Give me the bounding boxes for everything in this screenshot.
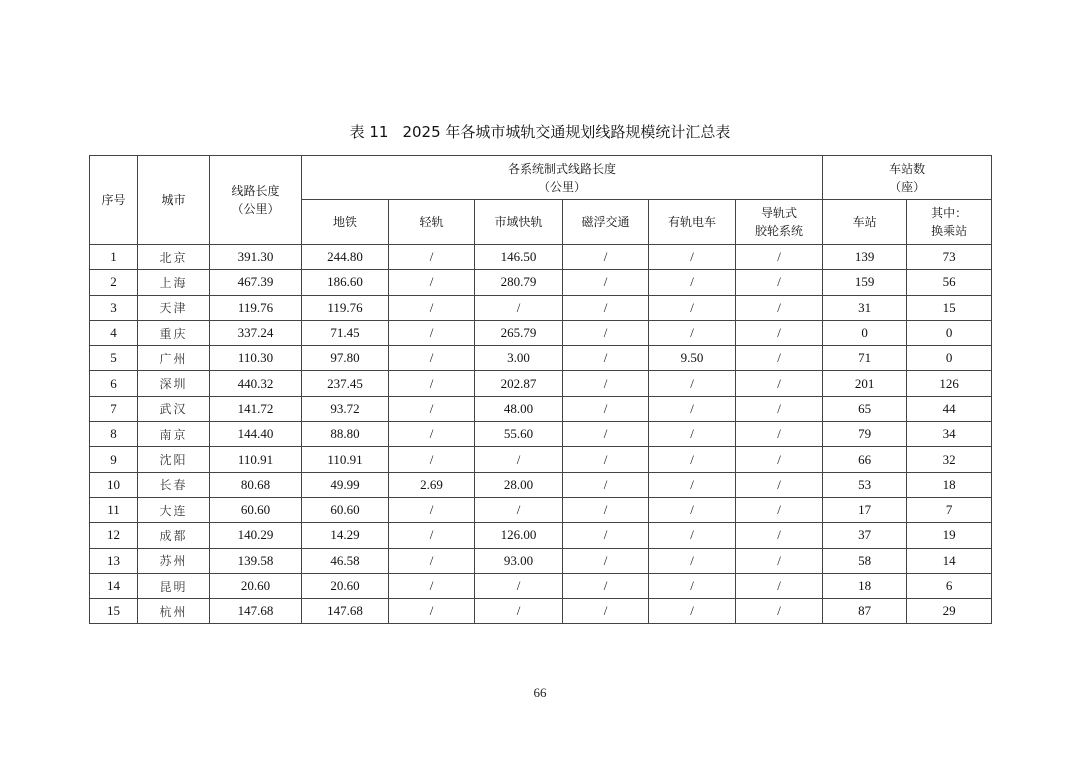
table-row xyxy=(90,497,992,522)
suburban-rail-cell: 126.00 xyxy=(475,523,563,548)
transfer-cell: 14 xyxy=(907,548,992,573)
metro-cell: 49.99 xyxy=(302,472,389,497)
seq-cell: 2 xyxy=(90,270,138,295)
transfer-cell: 0 xyxy=(907,320,992,345)
seq-cell: 10 xyxy=(90,472,138,497)
header-guided-label-1: 导轨式 xyxy=(761,206,798,220)
stations-cell: 17 xyxy=(823,497,907,522)
stations-cell: 53 xyxy=(823,472,907,497)
transfer-cell: 6 xyxy=(907,573,992,598)
city-cell: 杭州 xyxy=(138,599,210,624)
light-rail-cell: / xyxy=(389,346,475,371)
maglev-cell: / xyxy=(563,472,649,497)
light-rail-cell: / xyxy=(389,320,475,345)
line-length-cell: 110.30 xyxy=(210,346,302,371)
table-number: 表 11 xyxy=(349,123,389,141)
table-title-text: 2025 年各城市城轨交通规划线路规模统计汇总表 xyxy=(402,123,731,141)
table-row xyxy=(90,371,992,396)
table-row xyxy=(90,396,992,421)
light-rail-cell: / xyxy=(389,548,475,573)
seq-cell: 7 xyxy=(90,396,138,421)
table-row xyxy=(90,447,992,472)
stations-cell: 37 xyxy=(823,523,907,548)
header-city: 城市 xyxy=(138,156,210,245)
header-system-lengths xyxy=(302,156,823,200)
guided-cell: / xyxy=(736,523,823,548)
header-metro: 地铁 xyxy=(302,200,389,245)
light-rail-cell: 2.69 xyxy=(389,472,475,497)
stations-cell: 18 xyxy=(823,573,907,598)
stations-cell: 71 xyxy=(823,346,907,371)
seq-cell: 15 xyxy=(90,599,138,624)
header-light-rail: 轻轨 xyxy=(389,200,475,245)
suburban-rail-cell: 55.60 xyxy=(475,422,563,447)
tram-cell: / xyxy=(649,245,736,270)
line-length-cell: 141.72 xyxy=(210,396,302,421)
light-rail-cell: / xyxy=(389,295,475,320)
table-row xyxy=(90,548,992,573)
line-length-cell: 80.68 xyxy=(210,472,302,497)
stations-cell: 0 xyxy=(823,320,907,345)
guided-cell: / xyxy=(736,346,823,371)
city-cell: 昆明 xyxy=(138,573,210,598)
stations-cell: 87 xyxy=(823,599,907,624)
suburban-rail-cell: 48.00 xyxy=(475,396,563,421)
header-transfer-stations xyxy=(907,200,992,245)
suburban-rail-cell: / xyxy=(475,497,563,522)
suburban-rail-cell: / xyxy=(475,295,563,320)
seq-cell: 12 xyxy=(90,523,138,548)
transfer-cell: 34 xyxy=(907,422,992,447)
transfer-cell: 19 xyxy=(907,523,992,548)
stations-cell: 159 xyxy=(823,270,907,295)
tram-cell: / xyxy=(649,472,736,497)
suburban-rail-cell: 265.79 xyxy=(475,320,563,345)
tram-cell: / xyxy=(649,320,736,345)
light-rail-cell: / xyxy=(389,447,475,472)
table-row xyxy=(90,472,992,497)
summary-table xyxy=(89,155,992,624)
seq-cell: 11 xyxy=(90,497,138,522)
maglev-cell: / xyxy=(563,422,649,447)
city-cell: 长春 xyxy=(138,472,210,497)
header-line-length xyxy=(210,156,302,245)
tram-cell: 9.50 xyxy=(649,346,736,371)
guided-cell: / xyxy=(736,245,823,270)
tram-cell: / xyxy=(649,497,736,522)
city-cell: 北京 xyxy=(138,245,210,270)
header-guided-rubber-tyre xyxy=(736,200,823,245)
stations-cell: 139 xyxy=(823,245,907,270)
tram-cell: / xyxy=(649,295,736,320)
metro-cell: 244.80 xyxy=(302,245,389,270)
header-tram: 有轨电车 xyxy=(649,200,736,245)
light-rail-cell: / xyxy=(389,497,475,522)
header-line-length-label: 线路长度 xyxy=(231,184,280,198)
guided-cell: / xyxy=(736,270,823,295)
header-transfer-label-2: 换乘站 xyxy=(931,224,968,238)
stations-cell: 201 xyxy=(823,371,907,396)
transfer-cell: 0 xyxy=(907,346,992,371)
transfer-cell: 7 xyxy=(907,497,992,522)
tram-cell: / xyxy=(649,270,736,295)
suburban-rail-cell: / xyxy=(475,573,563,598)
header-line-length-unit: （公里） xyxy=(231,202,280,216)
guided-cell: / xyxy=(736,548,823,573)
suburban-rail-cell: / xyxy=(475,599,563,624)
table-row xyxy=(90,523,992,548)
table-row xyxy=(90,320,992,345)
tram-cell: / xyxy=(649,447,736,472)
suburban-rail-cell: 93.00 xyxy=(475,548,563,573)
line-length-cell: 20.60 xyxy=(210,573,302,598)
transfer-cell: 15 xyxy=(907,295,992,320)
tram-cell: / xyxy=(649,523,736,548)
table-title xyxy=(0,121,1080,142)
light-rail-cell: / xyxy=(389,523,475,548)
table-row xyxy=(90,346,992,371)
table-row xyxy=(90,422,992,447)
light-rail-cell: / xyxy=(389,270,475,295)
line-length-cell: 60.60 xyxy=(210,497,302,522)
suburban-rail-cell: / xyxy=(475,447,563,472)
line-length-cell: 440.32 xyxy=(210,371,302,396)
city-cell: 成都 xyxy=(138,523,210,548)
metro-cell: 110.91 xyxy=(302,447,389,472)
metro-cell: 186.60 xyxy=(302,270,389,295)
table-row xyxy=(90,270,992,295)
tram-cell: / xyxy=(649,548,736,573)
transfer-cell: 44 xyxy=(907,396,992,421)
line-length-cell: 144.40 xyxy=(210,422,302,447)
light-rail-cell: / xyxy=(389,422,475,447)
guided-cell: / xyxy=(736,396,823,421)
metro-cell: 60.60 xyxy=(302,497,389,522)
stations-cell: 79 xyxy=(823,422,907,447)
table-header xyxy=(90,156,992,245)
guided-cell: / xyxy=(736,422,823,447)
line-length-cell: 147.68 xyxy=(210,599,302,624)
light-rail-cell: / xyxy=(389,245,475,270)
tram-cell: / xyxy=(649,422,736,447)
city-cell: 苏州 xyxy=(138,548,210,573)
maglev-cell: / xyxy=(563,320,649,345)
transfer-cell: 126 xyxy=(907,371,992,396)
city-cell: 重庆 xyxy=(138,320,210,345)
suburban-rail-cell: 146.50 xyxy=(475,245,563,270)
tram-cell: / xyxy=(649,599,736,624)
metro-cell: 14.29 xyxy=(302,523,389,548)
header-station-count-label: 车站数 xyxy=(889,161,926,176)
transfer-cell: 56 xyxy=(907,270,992,295)
guided-cell: / xyxy=(736,472,823,497)
metro-cell: 119.76 xyxy=(302,295,389,320)
tram-cell: / xyxy=(649,573,736,598)
light-rail-cell: / xyxy=(389,396,475,421)
city-cell: 天津 xyxy=(138,295,210,320)
header-suburban-rail: 市域快轨 xyxy=(475,200,563,245)
stations-cell: 31 xyxy=(823,295,907,320)
transfer-cell: 73 xyxy=(907,245,992,270)
city-cell: 广州 xyxy=(138,346,210,371)
city-cell: 深圳 xyxy=(138,371,210,396)
seq-cell: 9 xyxy=(90,447,138,472)
light-rail-cell: / xyxy=(389,573,475,598)
tram-cell: / xyxy=(649,371,736,396)
city-cell: 南京 xyxy=(138,422,210,447)
line-length-cell: 140.29 xyxy=(210,523,302,548)
seq-cell: 5 xyxy=(90,346,138,371)
guided-cell: / xyxy=(736,573,823,598)
header-guided-label-2: 胶轮系统 xyxy=(755,224,804,238)
transfer-cell: 32 xyxy=(907,447,992,472)
maglev-cell: / xyxy=(563,599,649,624)
guided-cell: / xyxy=(736,371,823,396)
maglev-cell: / xyxy=(563,447,649,472)
header-system-lengths-unit: （公里） xyxy=(538,179,587,194)
maglev-cell: / xyxy=(563,245,649,270)
seq-cell: 14 xyxy=(90,573,138,598)
seq-cell: 13 xyxy=(90,548,138,573)
header-seq: 序号 xyxy=(90,156,138,245)
guided-cell: / xyxy=(736,497,823,522)
metro-cell: 71.45 xyxy=(302,320,389,345)
light-rail-cell: / xyxy=(389,599,475,624)
light-rail-cell: / xyxy=(389,371,475,396)
seq-cell: 8 xyxy=(90,422,138,447)
maglev-cell: / xyxy=(563,573,649,598)
line-length-cell: 110.91 xyxy=(210,447,302,472)
maglev-cell: / xyxy=(563,371,649,396)
metro-cell: 93.72 xyxy=(302,396,389,421)
maglev-cell: / xyxy=(563,396,649,421)
header-stations: 车站 xyxy=(823,200,907,245)
header-station-count xyxy=(823,156,992,200)
maglev-cell: / xyxy=(563,346,649,371)
header-station-count-unit: （座） xyxy=(889,179,926,194)
seq-cell: 6 xyxy=(90,371,138,396)
guided-cell: / xyxy=(736,447,823,472)
stations-cell: 58 xyxy=(823,548,907,573)
suburban-rail-cell: 3.00 xyxy=(475,346,563,371)
table-row xyxy=(90,573,992,598)
line-length-cell: 467.39 xyxy=(210,270,302,295)
seq-cell: 4 xyxy=(90,320,138,345)
header-maglev: 磁浮交通 xyxy=(563,200,649,245)
metro-cell: 147.68 xyxy=(302,599,389,624)
tram-cell: / xyxy=(649,396,736,421)
maglev-cell: / xyxy=(563,497,649,522)
seq-cell: 1 xyxy=(90,245,138,270)
table-body xyxy=(90,245,992,624)
guided-cell: / xyxy=(736,320,823,345)
city-cell: 沈阳 xyxy=(138,447,210,472)
line-length-cell: 391.30 xyxy=(210,245,302,270)
header-transfer-label-1: 其中： xyxy=(931,206,968,220)
city-cell: 大连 xyxy=(138,497,210,522)
table-row xyxy=(90,599,992,624)
suburban-rail-cell: 280.79 xyxy=(475,270,563,295)
table-row xyxy=(90,245,992,270)
guided-cell: / xyxy=(736,295,823,320)
metro-cell: 237.45 xyxy=(302,371,389,396)
transfer-cell: 29 xyxy=(907,599,992,624)
metro-cell: 46.58 xyxy=(302,548,389,573)
line-length-cell: 139.58 xyxy=(210,548,302,573)
city-cell: 上海 xyxy=(138,270,210,295)
metro-cell: 20.60 xyxy=(302,573,389,598)
suburban-rail-cell: 28.00 xyxy=(475,472,563,497)
line-length-cell: 337.24 xyxy=(210,320,302,345)
page-number: 66 xyxy=(533,685,547,700)
header-system-lengths-label: 各系统制式线路长度 xyxy=(508,161,617,176)
metro-cell: 97.80 xyxy=(302,346,389,371)
stations-cell: 65 xyxy=(823,396,907,421)
suburban-rail-cell: 202.87 xyxy=(475,371,563,396)
transfer-cell: 18 xyxy=(907,472,992,497)
metro-cell: 88.80 xyxy=(302,422,389,447)
maglev-cell: / xyxy=(563,295,649,320)
seq-cell: 3 xyxy=(90,295,138,320)
maglev-cell: / xyxy=(563,523,649,548)
maglev-cell: / xyxy=(563,270,649,295)
table-row xyxy=(90,295,992,320)
stations-cell: 66 xyxy=(823,447,907,472)
maglev-cell: / xyxy=(563,548,649,573)
guided-cell: / xyxy=(736,599,823,624)
line-length-cell: 119.76 xyxy=(210,295,302,320)
city-cell: 武汉 xyxy=(138,396,210,421)
